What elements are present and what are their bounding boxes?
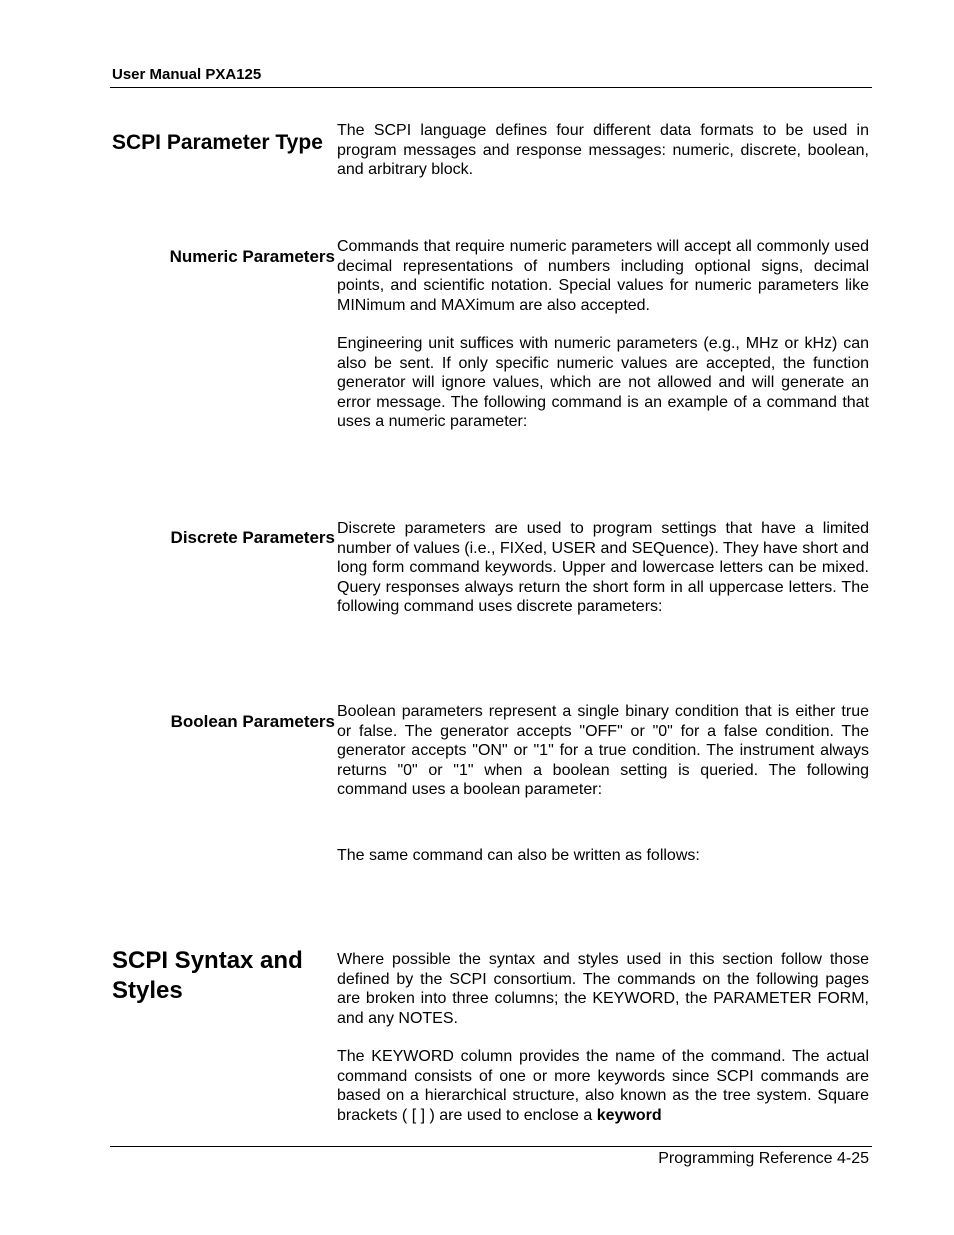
header-rule	[110, 87, 872, 88]
paragraph-syntax-2-text: The KEYWORD column provides the name of the command. The actual command consists of one or more keywords since SCPI commands are based on a hierarchical structure, also known as the tree system. Square brackets ( [ ] ) are used to enclose a	[337, 1048, 869, 1124]
paragraph-numeric-2: Engineering unit suffices with numeric parameters (e.g., MHz or kHz) can also be sent. If only specific numeric values are accepted, the function generator will ignore values, which are not allowed and will generate an error message. The following command is an example of a command that uses a numeric parameter:	[337, 335, 869, 431]
paragraph-syntax-2	[337, 1047, 869, 1125]
paragraph-discrete: Discrete parameters are used to program settings that have a limited number of values (i.e., FIXed, USER and SEQuence). They have short and long form command keywords. Upper and lowercase letters can be mixed. Query responses always return the short form in all uppercase letters. The following command uses discrete parameters:	[337, 520, 869, 616]
section-heading-syntax-line2: Styles	[112, 977, 183, 1004]
paragraph-boolean-1: Boolean parameters represent a single binary condition that is either true or false. The generator accepts "OFF" or "0" for a false condition. The generator accepts "ON" or "1" for a true condition. The instrument always returns "0" or "1" when a boolean setting is queried. The following command uses a boolean parameter:	[337, 703, 869, 799]
subheading-discrete-parameters: Discrete Parameters	[170, 528, 335, 547]
section-heading-parameter-type: SCPI Parameter Type	[112, 131, 323, 154]
subheading-numeric-parameters: Numeric Parameters	[169, 247, 335, 266]
paragraph-syntax-1: Where possible the syntax and styles used in this section follow those defined by the SCPI consortium. The commands on the following pages are broken into three columns; the KEYWORD, the PARAMETER FORM, and any NOTES.	[337, 951, 869, 1027]
running-header-title: User Manual PXA125	[112, 66, 262, 83]
paragraph-numeric-1: Commands that require numeric parameters will accept all commonly used decimal representations of numbers including optional signs, decimal points, and scientific notation. Special values for numeric parameters like MINimum and MAXimum are also accepted.	[337, 238, 869, 314]
paragraph-boolean-2: The same command can also be written as follows:	[337, 847, 700, 864]
keyword-bold-term: keyword	[596, 1106, 662, 1124]
section-heading-syntax-styles	[112, 946, 337, 1006]
subheading-boolean-parameters: Boolean Parameters	[170, 712, 335, 731]
paragraph-parameter-type: The SCPI language defines four different data formats to be used in program messages and response messages: numeric, discrete, boolean, and arbitrary block.	[337, 122, 869, 179]
footer-rule	[110, 1146, 872, 1147]
page-footer: Programming Reference 4-25	[658, 1150, 869, 1167]
section-heading-syntax-line1: SCPI Syntax and	[112, 947, 303, 974]
